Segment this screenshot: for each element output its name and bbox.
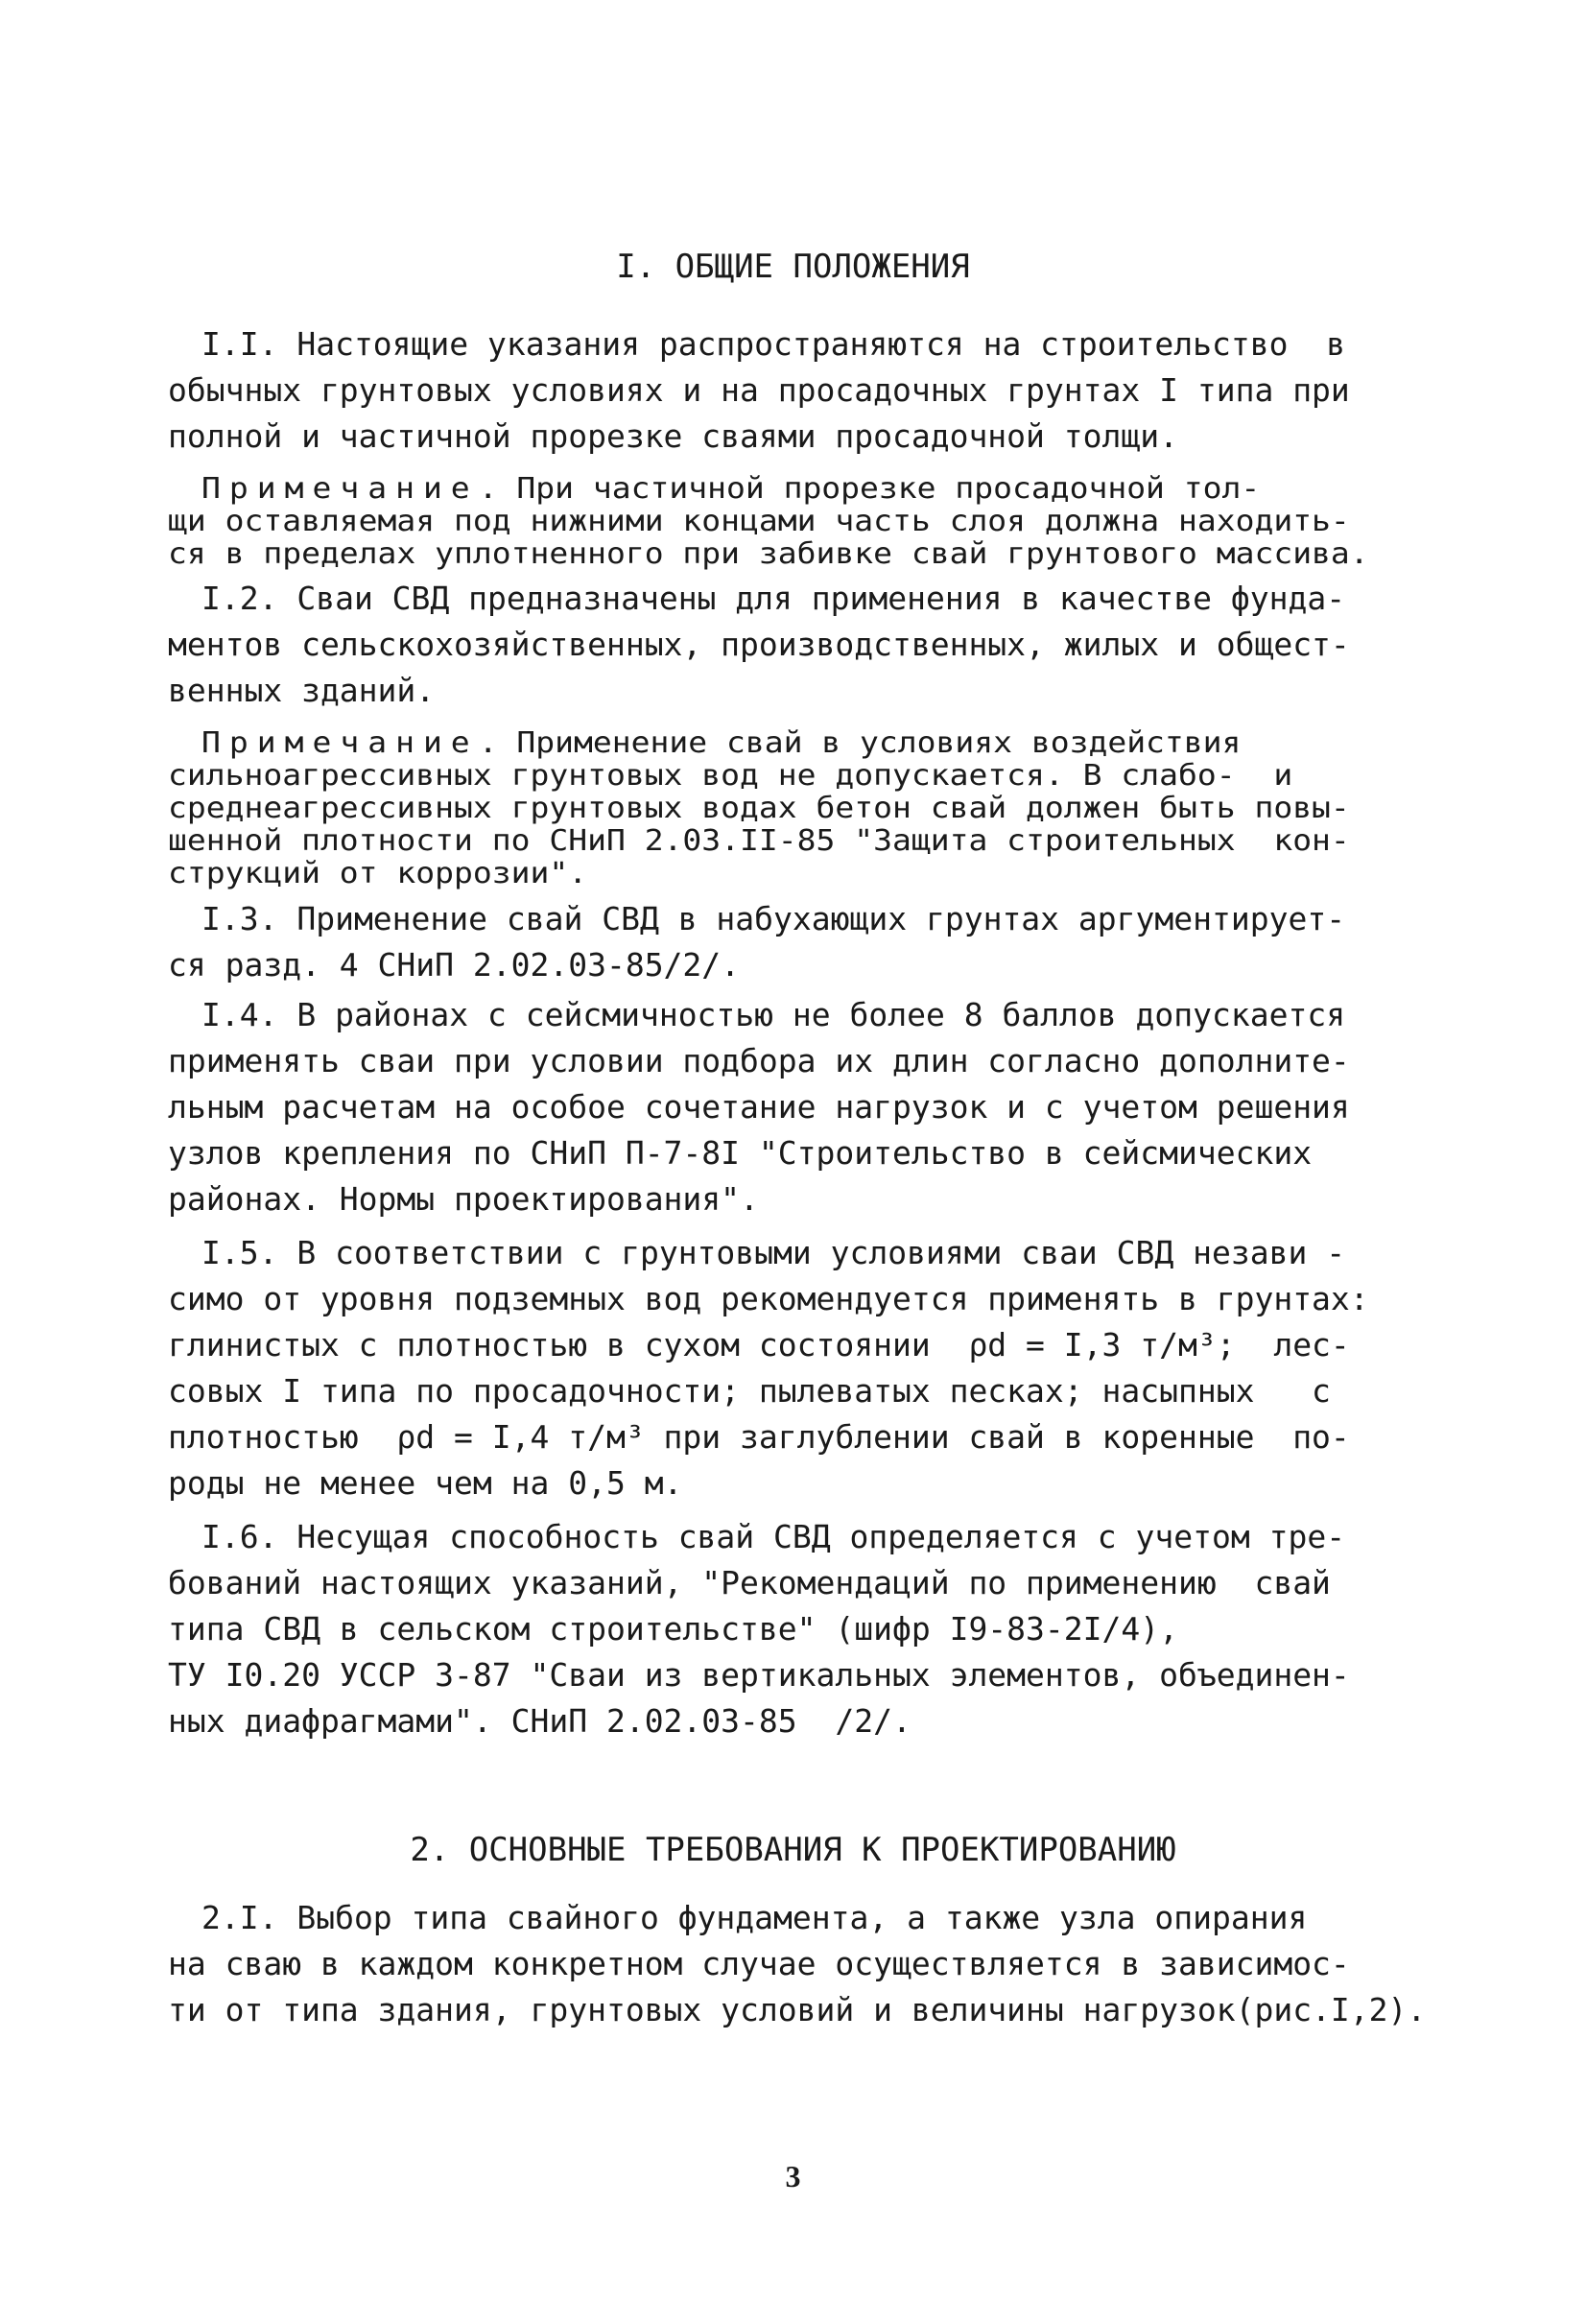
- paragraph-1-2: [168, 576, 1396, 714]
- text-line: бований настоящих указаний, "Рекомендаций по применению свай: [168, 1564, 1331, 1601]
- page-number: 3: [785, 2159, 801, 2194]
- text-line: щи оставляемая под нижними концами часть слоя должна находить-: [168, 503, 1350, 538]
- paragraph-1-1: [168, 321, 1396, 460]
- text-line: 2.I. Выбор типа свайного фундамента, а также узла опирания: [201, 1899, 1308, 1936]
- text-line: ментов сельскохозяйственных, производственных, жилых и общест-: [168, 626, 1350, 663]
- text-line: симо от уровня подземных вод рекомендуется применять в грунтах:: [168, 1280, 1369, 1317]
- text-line: венных зданий.: [168, 672, 436, 709]
- text-line: полной и частичной прорезке сваями просадочной толщи.: [168, 417, 1178, 455]
- paragraph-1-6: [168, 1514, 1396, 1744]
- text-line: шенной плотности по СНиП 2.03.II-85 "Защита строительных кон-: [168, 822, 1350, 858]
- text-line: плотностью ρd = I,4 т/м³ при заглублении свай в коренные по-: [168, 1418, 1350, 1456]
- text-line: применять сваи при условии подбора их длин согласно дополните-: [168, 1042, 1350, 1079]
- text-line: на сваю в каждом конкретном случае осуществляется в зависимос-: [168, 1945, 1350, 1982]
- text-line: I.3. Применение свай СВД в набухающих грунтах аргументирует-: [201, 900, 1346, 937]
- text-line: I.2. Сваи СВД предназначены для применения в качестве фунда-: [201, 580, 1346, 617]
- paragraph-1-4: [168, 992, 1396, 1222]
- text-line: ТУ I0.20 УССР 3-87 "Сваи из вертикальных элементов, объединен-: [168, 1656, 1350, 1694]
- note-text: . Применение свай в условиях воздействия: [478, 724, 1242, 760]
- text-line: [168, 724, 1396, 760]
- text-line: льным расчетам на особое сочетание нагрузок и с учетом решения: [168, 1088, 1350, 1126]
- text-line: [168, 470, 1396, 506]
- text-line: обычных грунтовых условиях и на просадочных грунтах I типа при: [168, 371, 1350, 409]
- text-line: узлов крепления по СНиП П-7-8I "Строительство в сейсмических: [168, 1134, 1313, 1172]
- text-line: глинистых с плотностью в сухом состоянии ρd = I,3 т/м³; лес-: [168, 1326, 1350, 1364]
- note-2: [168, 726, 1396, 889]
- text-line: ных диафрагмами". СНиП 2.02.03-85 /2/.: [168, 1702, 911, 1740]
- section-heading-general: I. ОБЩИЕ ПОЛОЖЕНИЯ: [616, 248, 970, 286]
- text-line: ся разд. 4 СНиП 2.02.03-85/2/.: [168, 946, 741, 984]
- text-line: сильноагрессивных грунтовых вод не допускается. В слабо- и: [168, 757, 1293, 793]
- text-line: совых I типа по просадочности; пылеватых песках; насыпных с: [168, 1372, 1331, 1410]
- text-line: ся в пределах уплотненного при забивке свай грунтового массива.: [168, 535, 1369, 571]
- paragraph-1-3: [168, 896, 1396, 988]
- text-line: районах. Нормы проектирования".: [168, 1180, 759, 1218]
- text-line: I.5. В соответствии с грунтовыми условиями сваи СВД незави -: [201, 1234, 1346, 1271]
- note-text: . При частичной прорезке просадочной тол-: [478, 470, 1261, 506]
- text-line: роды не менее чем на 0,5 м.: [168, 1464, 683, 1502]
- text-line: I.4. В районах с сейсмичностью не более 8 баллов допускается: [201, 996, 1346, 1033]
- text-line: струкций от коррозии".: [168, 855, 588, 890]
- paragraph-2-1: [168, 1895, 1427, 2033]
- paragraph-1-5: [168, 1230, 1396, 1506]
- text-line: I.I. Настоящие указания распространяются на строительство в: [201, 325, 1346, 363]
- text-line: типа СВД в сельском строительстве" (шифр I9-83-2I/4),: [168, 1610, 1178, 1648]
- note-label: Примечание: [201, 470, 479, 506]
- note-label: Примечание: [201, 724, 479, 760]
- text-line: среднеагрессивных грунтовых водах бетон свай должен быть повы-: [168, 790, 1350, 825]
- text-line: I.6. Несущая способность свай СВД определяется с учетом тре-: [201, 1518, 1346, 1555]
- section-heading-design-requirements: 2. ОСНОВНЫЕ ТРЕБОВАНИЯ К ПРОЕКТИРОВАНИЮ: [410, 1831, 1176, 1869]
- text-line: ти от типа здания, грунтовых условий и величины нагрузок(рис.I,2).: [168, 1991, 1427, 2028]
- note-1: [168, 472, 1396, 570]
